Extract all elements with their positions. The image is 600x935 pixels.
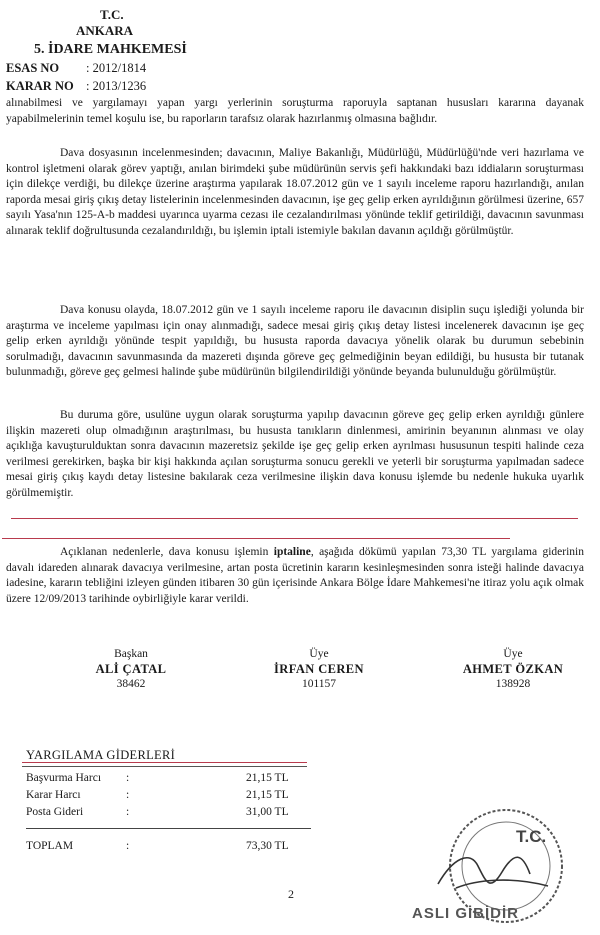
signature-role: Başkan [114,648,148,660]
signature-role: Üye [309,648,329,660]
signature-member-1 [254,647,384,692]
total-rule [26,828,311,829]
expenses-title-underline [22,762,307,763]
signature-president [76,647,186,692]
signature-member-2 [448,647,578,692]
expense-label: Başvurma Harcı [26,772,102,784]
stamp-name: ASLI GİBİDİR [412,905,520,922]
expense-colon: : [126,772,130,784]
paragraph-1-text: alınabilmesi ve yargılamayı yapan yargı yerlerinin soruşturma raporuyla saptanan hususları kararına dayanak yapabilmelerinin temel koşulu ise, bu raporların tarafsız olarak hazırlanmış olmasına bağlıdır. [6,97,584,125]
expenses-title: YARGILAMA GİDERLERİ [26,748,176,762]
page-number: 2 [288,887,294,901]
stamp-seal-text: T.C. [516,827,547,846]
highlight-underline [11,518,578,519]
decision-text [6,545,584,607]
karar-no [6,79,146,93]
expense-label: Karar Harcı [26,789,81,801]
header-city: ANKARA [76,23,134,38]
header-tc: T.C. [100,7,124,22]
paragraph-2 [6,146,584,243]
paragraph-4 [6,408,584,505]
signature-role: Üye [503,648,523,660]
expense-label: Posta Gideri [26,806,84,818]
esas-no [6,61,146,75]
signature-name: AHMET ÖZKAN [462,662,564,676]
esas-value: : 2012/1814 [86,61,147,75]
expense-row [26,806,306,822]
total-label: TOPLAM [26,840,74,852]
decision-bold: iptaline [273,546,311,558]
paragraph-2-text: Dava dosyasının incelenmesinden; davacının, Maliye Bakanlığı, Müdürlüğü, Müdürlüğü'nde veri hazırlama ve kontrol işletmeni olarak görev yaptığı, anılan birimdeki şube müdürünün servis şefi hakkındaki bazı iddiaların soruşturması için dilekçe verdiği, bu dilekçe üzerine araştırma yapılarak 18.07.2012 gün ve 1 sayılı inceleme raporu hazırlandığı, anılan raporda mesai giriş çıkış detay listelerinin incelenmesinden davacının, işe geç gelip erken ayrıldığının görülmesi üzerine, 657 sayılı Yasa'nın 125-A-b maddesi uyarınca uyarma cezası ile cezalandırılması yönünde teklif getirildiği, davacının savunması alınarak teklif doğrultusunda cezalandırıldığı, bu işlemin iptali istemiyle bakılan davanın açıldığı görülmüştür. [6,147,584,237]
signature-name: İRFAN CEREN [274,662,364,676]
court-name: 5. İDARE MAHKEMESİ [34,42,187,57]
decision-paragraph [6,545,584,610]
expense-amount: 21,15 TL [246,789,289,801]
signature-id: 38462 [116,678,146,690]
expense-total-row [26,840,306,856]
karar-value: : 2013/1236 [86,79,147,93]
karar-label: KARAR NO [6,79,74,93]
highlight-underline [2,538,510,539]
expenses-title-rule [22,766,307,767]
expense-row [26,772,306,788]
expense-colon: : [126,806,130,818]
official-stamp [398,800,578,930]
expense-amount: 31,00 TL [246,806,289,818]
signature-name: ALİ ÇATAL [95,662,167,676]
total-colon: : [126,840,130,852]
paragraph-1 [6,96,584,130]
paragraph-4-text: Bu duruma göre, usulüne uygun olarak soruşturma yapılıp davacının göreve geç gelip erken ayrıldığı günlere ilişkin mazereti olup olmadığının araştırılması, bu hususta tanıkların dinlenmesi, amirinin beyanının alınması ve olay açıklığa kavuşturulduktan sonra davacının mazeretsiz şekilde işe geç gelip erken ayrılması hususunun tespiti halinde ceza verilmesi gerekirken, başka bir kişi hakkında açılan soruşturma sonucu gerekli ve yeterli bir soruşturma yapılmadan sadece mesai giriş çıkış kaydı detay listesine bakılarak ceza verilmesine ilişkin dava konusu işlemde bu nedenle hukuka uyarlık görülmemiştir. [6,409,584,499]
expense-colon: : [126,789,130,801]
decision-part-1: Açıklanan nedenlerle, dava konusu işlemin [60,546,269,558]
handwritten-signature [438,857,548,888]
signature-id: 101157 [301,678,337,690]
expense-amount: 21,15 TL [246,772,289,784]
total-amount: 73,30 TL [246,840,289,852]
paragraph-3 [6,303,584,384]
signature-id: 138928 [495,678,531,690]
expense-row [26,789,306,805]
esas-label: ESAS NO [6,61,60,75]
decision-part-2: , aşağıda dökümü yapılan 73,30 TL yargılama giderinin davalı idareden alınarak davacıya verilmesine, artan posta ücretinin kararın kesinleşmesinden sonra isteği halinde davacıya iadesine, kararın tebliğini izleyen günden itibaren 30 gün içerisinde Ankara Bölge İdare Mahkemesi'ne itiraz yolu açık olmak üzere 12/09/2013 tarihinde oybirliğiyle karar verildi. [6,546,584,605]
paragraph-3-text: Dava konusu olayda, 18.07.2012 gün ve 1 sayılı inceleme raporu ile davacının disiplin suçu işlediği yolunda bir araştırma ve inceleme yapılması için onay alınmadığı, sadece mesai giriş çıkış detay listesi incelenerek davacının işe geç gelip erken ayrıldığı yönünde tespit yapıldığı, bu hususta raporda davacıya yönelik olarak bu durumun sebebinin sorulmadığı, davacının savunmasında da mazereti dışında göreve geç gelmediğinin beyan edildiği, bu hususta bir tutanak bulunmadığı, göreve geç gelmesi halinde şube müdürünün bilgilendirildiği yönünde beyanda bulunulduğu görülmüştür. [6,304,584,379]
